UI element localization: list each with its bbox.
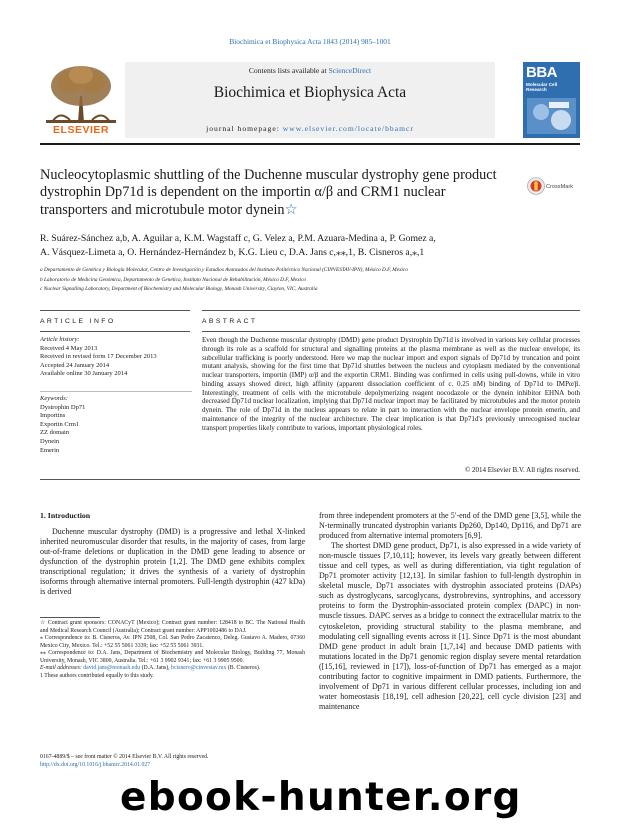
- history-revised: Received in revised form 17 December 2013: [40, 353, 157, 361]
- keyword-item: ZZ domain: [40, 429, 70, 437]
- footnote-correspondence-2: ⁎⁎ Correspondence to: D.A. Jans, Department of Biochemistry and Molecular Biology, Building 77, Monash University, Monash, VIC 3800, Australia. Tel.: +61 3 9902 9341; fax: +61 3 9905 9500.: [40, 650, 305, 664]
- homepage-prefix: journal homepage:: [206, 124, 283, 133]
- email-label: E-mail addresses:: [40, 665, 84, 671]
- contents-line: [125, 66, 495, 75]
- info-rule-top: [40, 310, 190, 311]
- footnote-rule: [40, 617, 100, 618]
- introduction-column-2: [319, 511, 581, 712]
- header-rule: [40, 143, 580, 145]
- publisher-name: ELSEVIER: [53, 124, 109, 136]
- keyword-item: Emerin: [40, 446, 60, 454]
- history-received: Received 4 May 2013: [40, 344, 98, 352]
- keyword-item: Dynein: [40, 437, 60, 445]
- affiliations: [40, 266, 580, 295]
- keyword-item: Exportin Crm1: [40, 420, 80, 428]
- email-link-jans[interactable]: david.jans@monash.edu: [83, 665, 141, 671]
- contents-prefix: Contents lists available at: [248, 66, 329, 75]
- introduction-column-1: Duchenne muscular dystrophy (DMD) is a progressive and lethal X-linked inherited neuromuscular disorder that results, in the majority of cases, from large out-of-frame deletions or duplication in the DMD gene leading to absence or dysfunction of the dystrophin protein [1,2]. The DMD gene exhibits complex transcriptional regulation; it drives the synthesis of a variety of dystrophin isoforms through alternative internal promoters. Full-length dystrophin (427 kDa) is derived: [40, 527, 305, 597]
- intro-paragraph: from three independent promoters at the 5′-end of the DMD gene [3,5], while the N-terminally truncated dystrophin variants Dp260, Dp140, Dp116, and Dp71 are produced from alternative internal promoters [6,9].: [319, 511, 581, 541]
- history-accepted: Accepted 24 January 2014: [40, 361, 110, 369]
- introduction-heading: 1. Introduction: [40, 511, 91, 520]
- article-info-heading: ARTICLE INFO: [40, 318, 116, 325]
- footnotes: [40, 620, 305, 680]
- authors-line-2: A. Vásquez-Limeta a, O. Hernández-Hernández b, K.G. Lieu c, D.A. Jans c,⁎⁎,1, B. Cisneros a,⁎,1: [40, 247, 425, 258]
- history-online: Available online 30 January 2014: [40, 370, 128, 378]
- abstract-rule-bottom: [202, 331, 580, 332]
- journal-reference[interactable]: [0, 37, 620, 46]
- footnote-correspondence-1: ⁎ Correspondence to: B. Cisneros, Av. IPN 2508, Col. San Pedro Zacatenco, Deleg. Gustavo A. Madero, 07360 Mexico City, Mexico. Tel.: +52 55 5061 3339; fax: +52 55 5061 3931.: [40, 635, 305, 649]
- intro-paragraph: The shortest DMD gene product, Dp71, is also expressed in a wide variety of non-muscle tissues [7,10,11]; however, its levels vary greatly between different tissue and cell types, as well as during differentiation, via tight regulation of Dp71 promoter activity [12,13]. In similar fashion to full-length dystrophin in skeletal muscle, Dp71 associates with dystrophin associated proteins (DAPs) such as dystroglycans, sarcoglycans, dystrobrevins, syntrophins, and accessory proteins to form the Dystrophin-associated protein complex (DAPC) in non-muscle tissues. DAPC serves as a bridge to connect the extracellular matrix to the cytoskeleton, providing structural stability to the plasma membrane, and modulating cell signalling events across it [1]. Since Dp71 is the most abundant DMD gene product in adult brain [1,7,14] and because DMD patients with mutations located in the Dp71 genomic region display severe mental retardation ([15,16], reviewed in [17]), loss-of-function of Dp71 has emerged as a major contributing factor to cognitive impairment in DMD patients. Furthermore, the involvement of Dp71 in various different cellular processes, including ion and water homeostasis [18,19], cell adhesion [20,22], cell cycle division [23] and maintenance: [319, 541, 581, 711]
- abstract-heading: ABSTRACT: [202, 318, 258, 325]
- email-link-cisneros[interactable]: bcisnero@cinvestav.mx: [171, 665, 227, 671]
- affiliation-c: c Nuclear Signalling Laboratory, Department of Biochemistry and Molecular Biology, Monash University, Clayton, VIC, Australia: [40, 286, 318, 293]
- journal-cover-thumbnail: [523, 62, 580, 138]
- abstract-text: Even though the Duchenne muscular dystrophy (DMD) gene product Dystrophin Dp71d is involved in various key cellular processes through its role as a scaffold for structural and signalling proteins at the plasma membrane as well as the nuclear envelope, its subcellular trafficking is poorly understood. Here we map the nuclear import and export signals of Dp71d by truncation and point mutant analysis, showing for the first time that Dp71d shuttles between the nucleus and cytoplasm mediated by the conventional nuclear transporters, importin (IMP) α/β and the exportin CRM1. Binding was confirmed in cells using pull-downs, while in vitro binding assays showed direct, high affinity (apparent dissociation coefficient of c. 0.25 nM) binding of Dp71d to IMPα/β. Interestingly, treatment of cells with the microtubule depolymerizing reagent nocodazole or the dynein inhibitor EHNA both decreased Dp71d nuclear localization, implying that Dp71d nuclear import may be facilitated by microtubules and the motor protein dynein. The role of Dp71d in the nucleus appears to relate in part to interaction with the nuclear envelope protein emerin, and maintenance of the integrity of the nuclear architecture. The clear implication is that Dp71d's previously unrecognised nuclear transport properties likely contribute to various, important physiological roles.: [202, 336, 580, 432]
- article-history: [40, 336, 192, 379]
- issn-doi-block: [40, 754, 305, 769]
- email-owner: (D.A. Jans),: [140, 665, 172, 671]
- cover-subtitle: Molecular Cell Research: [526, 82, 558, 93]
- keywords-block: [40, 391, 192, 455]
- title-footnote-mark[interactable]: ☆: [284, 201, 298, 218]
- affiliation-a: a Departamento de Genética y Biología Molecular, Centro de Investigación y Estudios Avanzados del Instituto Politécnico Nacional (CINVESTAV-IPN), México D.F, Mexico: [40, 267, 408, 273]
- doi-link[interactable]: http://dx.doi.org/10.1016/j.bbamcr.2014.01.027: [40, 761, 151, 768]
- sciencedirect-link[interactable]: ScienceDirect: [328, 66, 372, 75]
- affiliation-b: b Laboratorio de Medicina Genómica, Departamento de Genética, Instituto Nacional de Rehabilitación, México D.F, Mexico: [40, 276, 307, 283]
- authors-line-1: R. Suárez-Sánchez a,b, A. Aguilar a, K.M. Wagstaff c, G. Velez a, P.M. Azuara-Medina a, P. Gomez a,: [40, 233, 436, 244]
- keyword-item: Importins: [40, 412, 66, 420]
- abstract-copyright: © 2014 Elsevier B.V. All rights reserved.: [464, 466, 580, 474]
- footnote-funding: ☆ Contract grant sponsors: CONACyT (Mexico); Contract grant number: 128418 to BC. The National Health and Medical Research Council (Australia); Contract grant number: APP1002486 to DAJ.: [40, 620, 305, 634]
- journal-title: Biochimica et Biophysica Acta: [213, 84, 407, 101]
- abstract-rule-end: [40, 479, 580, 480]
- history-label: Article history:: [40, 336, 80, 343]
- homepage-link[interactable]: www.elsevier.com/locate/bbamcr: [282, 124, 414, 133]
- keyword-item: Dystrophin Dp71: [40, 403, 86, 411]
- crossmark-label: CrossMark: [546, 184, 574, 190]
- journal-reference-link[interactable]: Biochimica et Biophysica Acta 1843 (2014) 985–1001: [229, 37, 391, 46]
- cover-image-icon: [527, 98, 576, 134]
- watermark-text: ebook-hunter.org: [120, 775, 522, 820]
- issn-line: 0167-4889/$ – see front matter © 2014 Elsevier B.V. All rights reserved.: [40, 754, 209, 760]
- keywords-label: Keywords:: [40, 395, 68, 402]
- footnote-emails: [40, 665, 305, 673]
- author-list: [40, 232, 580, 260]
- info-rule-bottom: [40, 331, 190, 332]
- article-title: [40, 167, 510, 219]
- email-owner: (B. Cisneros).: [226, 665, 261, 671]
- cover-title: BBA: [526, 64, 557, 81]
- homepage-line: [125, 124, 495, 133]
- abstract-rule-top: [202, 310, 580, 311]
- article-title-text: Nucleocytoplasmic shuttling of the Duchenne muscular dystrophy gene product dystrophin Dp71d is dependent on the importin α/β and CRM1 nuclear transporters and microtubule motor dynein: [40, 167, 497, 218]
- crossmark-icon: [527, 177, 545, 195]
- footnote-equal-contribution: 1 These authors contributed equally to this study.: [40, 672, 154, 679]
